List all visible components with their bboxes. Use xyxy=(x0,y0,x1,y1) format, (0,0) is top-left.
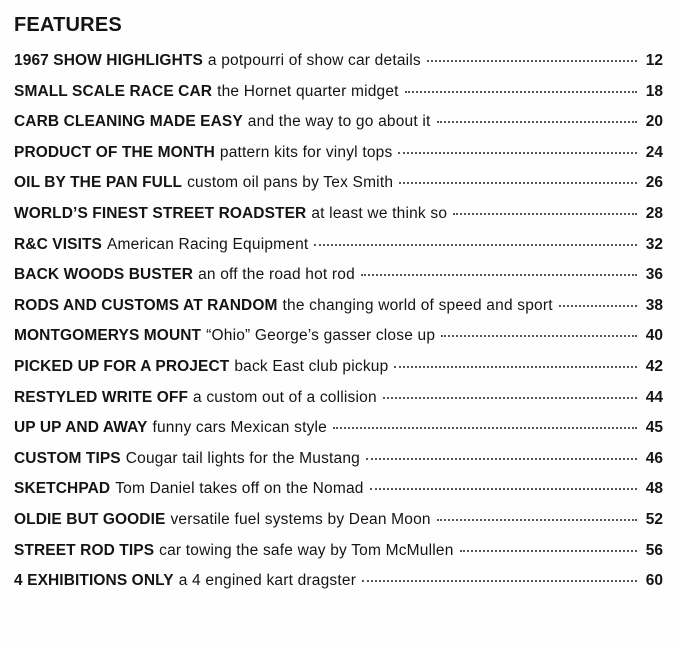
entry-description: a custom out of a collision xyxy=(193,388,377,406)
entry-description: “Ohio” George’s gasser close up xyxy=(206,327,436,345)
page-number: 46 xyxy=(645,449,663,467)
entry-description: versatile fuel systems by Dean Moon xyxy=(170,510,431,528)
dot-leader xyxy=(405,91,637,93)
toc-entry xyxy=(14,388,663,419)
page-number: 42 xyxy=(645,357,663,375)
dot-leader xyxy=(398,152,637,154)
page-number: 40 xyxy=(645,327,663,345)
page-number: 28 xyxy=(645,204,663,222)
dot-leader xyxy=(460,550,637,552)
entry-title: CUSTOM TIPS xyxy=(14,449,121,467)
dot-leader xyxy=(427,60,637,62)
toc-entry xyxy=(14,265,663,296)
toc-entry xyxy=(14,357,663,388)
entry-title: OLDIE BUT GOODIE xyxy=(14,510,166,528)
entry-description: a potpourri of show car details xyxy=(207,52,421,69)
dot-leader xyxy=(314,244,637,246)
entry-description: American Racing Equipment xyxy=(106,235,309,253)
dot-leader xyxy=(437,519,637,521)
page-number: 20 xyxy=(645,113,663,131)
page-number: 48 xyxy=(645,480,663,498)
entry-title: PICKED UP FOR A PROJECT xyxy=(14,357,230,375)
toc-entry xyxy=(14,571,663,602)
entry-description: pattern kits for vinyl tops xyxy=(219,143,393,161)
dot-leader xyxy=(366,458,637,460)
section-title: FEATURES xyxy=(14,14,122,36)
entry-title: BACK WOODS BUSTER xyxy=(14,266,194,284)
dot-leader xyxy=(333,427,637,429)
entry-description: Tom Daniel takes off on the Nomad xyxy=(115,480,364,498)
entry-title: SMALL SCALE RACE CAR xyxy=(14,82,213,100)
page-number: 36 xyxy=(645,266,663,284)
toc-entry xyxy=(14,418,663,449)
entry-description: the Hornet quarter midget xyxy=(217,82,399,100)
toc-entry xyxy=(14,296,663,327)
entry-title: RESTYLED WRITE OFF xyxy=(14,388,189,406)
entry-description: and the way to go about it xyxy=(247,113,431,131)
dot-leader xyxy=(453,213,637,215)
page-number: 44 xyxy=(645,388,663,406)
dot-leader xyxy=(394,366,637,368)
entry-description: an off the road hot rod xyxy=(198,266,355,284)
entry-title: RODS AND CUSTOMS AT RANDOM xyxy=(14,296,278,314)
page-number: 52 xyxy=(645,510,663,528)
toc-entry xyxy=(14,112,663,143)
entry-title: WORLD’S FINEST STREET ROADSTER xyxy=(14,204,307,222)
entry-title: OIL BY THE PAN FULL xyxy=(14,174,183,192)
toc-entry xyxy=(14,510,663,541)
toc-entry xyxy=(14,51,663,82)
entry-title: MONTGOMERYS MOUNT xyxy=(14,327,202,345)
dot-leader xyxy=(437,121,637,123)
entry-title: STREET ROD TIPS xyxy=(14,541,155,559)
entry-description: funny cars Mexican style xyxy=(152,419,327,437)
page-number: 26 xyxy=(645,174,663,192)
features-list xyxy=(14,51,663,602)
toc-entry xyxy=(14,541,663,572)
dot-leader xyxy=(361,274,637,276)
page-number: 12 xyxy=(645,52,663,69)
toc-entry xyxy=(14,479,663,510)
toc-entry xyxy=(14,326,663,357)
page-number: 60 xyxy=(645,572,663,590)
toc-entry xyxy=(14,449,663,480)
toc-entry xyxy=(14,173,663,204)
entry-title: UP UP AND AWAY xyxy=(14,419,148,437)
page-number: 24 xyxy=(645,143,663,161)
entry-description: back East club pickup xyxy=(234,357,389,375)
entry-title: CARB CLEANING MADE EASY xyxy=(14,113,243,131)
dot-leader xyxy=(559,305,637,307)
entry-title: 1967 SHOW HIGHLIGHTS xyxy=(14,52,203,69)
toc-entry xyxy=(14,143,663,174)
entry-description: car towing the safe way by Tom McMullen xyxy=(159,541,454,559)
page-number: 38 xyxy=(645,296,663,314)
dot-leader xyxy=(399,182,637,184)
entry-title: SKETCHPAD xyxy=(14,480,111,498)
page-number: 32 xyxy=(645,235,663,253)
page-number: 18 xyxy=(645,82,663,100)
entry-title: PRODUCT OF THE MONTH xyxy=(14,143,215,161)
page-number: 56 xyxy=(645,541,663,559)
page-number: 45 xyxy=(645,419,663,437)
entry-description: a 4 engined kart dragster xyxy=(178,572,357,590)
entry-description: at least we think so xyxy=(311,204,448,222)
toc-entry xyxy=(14,82,663,113)
dot-leader xyxy=(362,580,637,582)
toc-entry xyxy=(14,235,663,266)
entry-description: custom oil pans by Tex Smith xyxy=(187,174,394,192)
toc-entry xyxy=(14,204,663,235)
dot-leader xyxy=(441,335,637,337)
entry-description: Cougar tail lights for the Mustang xyxy=(125,449,361,467)
entry-description: the changing world of speed and sport xyxy=(282,296,553,314)
dot-leader xyxy=(383,397,637,399)
entry-title: R&C VISITS xyxy=(14,235,102,253)
entry-title: 4 EXHIBITIONS ONLY xyxy=(14,572,174,590)
dot-leader xyxy=(370,488,637,490)
